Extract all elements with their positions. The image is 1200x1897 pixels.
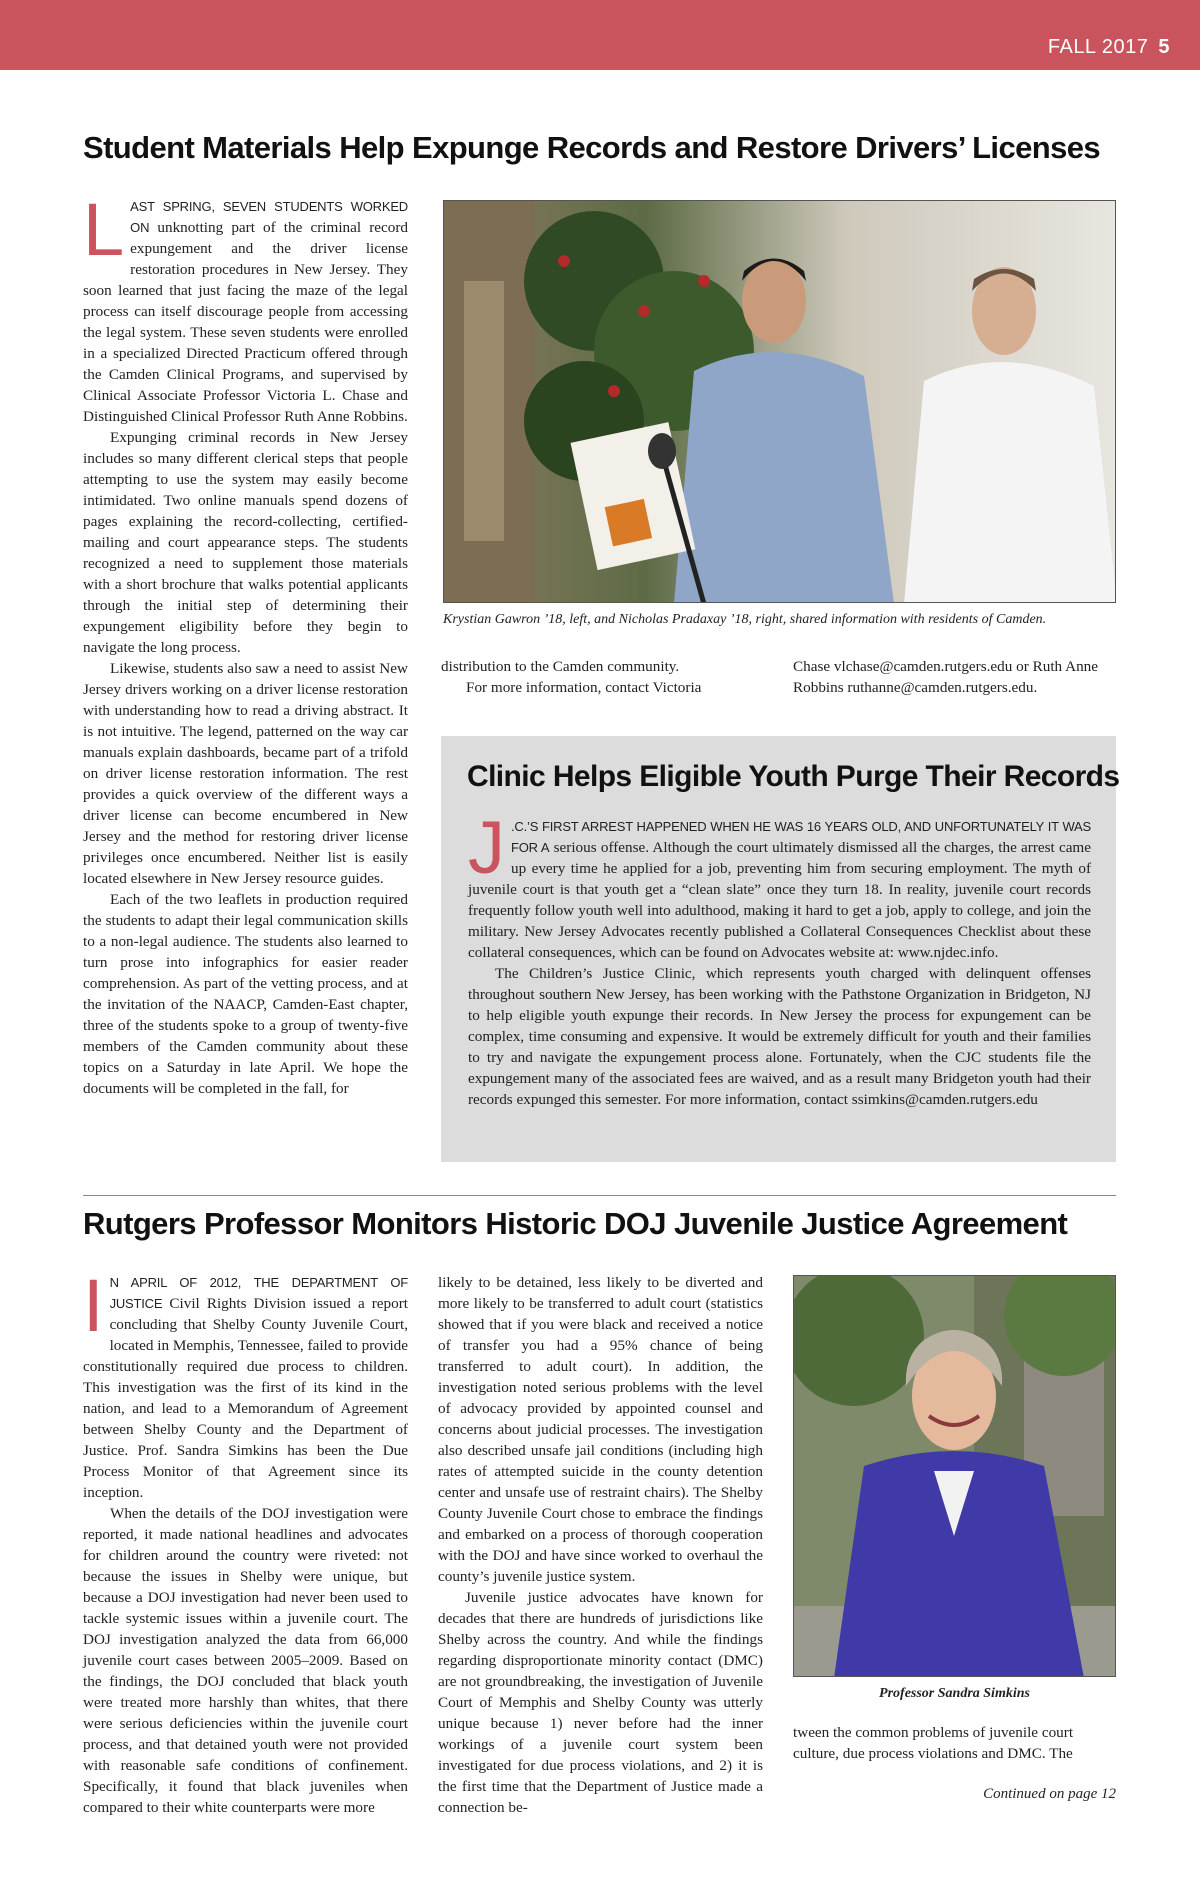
article2-column-middle: likely to be detained, less likely to be diverted and more likely to be transferred to adult court (statistics showed that if you were black and received a notice of transfer you had a 95% chance of being transferred to adult court). In addition, the investigation noted serious problems with the level of advocacy provided by appointed counsel and concerns about judicial processes. The investigation also described unsafe jail conditions (including high rates of attempted suicide in the county detention center and unsafe use of restraint chairs). The Shelby County Juvenile Court chose to embrace the findings and embarked on a process of thorough cooperation with the DOJ and have since worked to overhaul the county’s juvenile justice system. Juvenile justice advocates have known for decades that there are hundreds of jurisdictions like Shelby across the country. And while the findings regarding disproportionate minority contact (DMC) are not groundbreaking, the investigation of Juvenile Court of Memphis and Shelby County was utterly unique because 1) never before had the inner workings of a juvenile court system been investigated for due process violations, and 2) it is the first time that the Department of Justice made a connection be- xyxy=(438,1274,763,1816)
article1-contact-right: Chase vlchase@camden.rutgers.edu or Ruth Anne Robbins ruthanne@camden.rutgers.edu. xyxy=(793,658,1098,696)
page-number: 5 xyxy=(1158,36,1170,58)
article2-column-left: I N APRIL OF 2012, THE DEPARTMENT OF JUSTICE Civil Rights Division issued a report concluding that Shelby County Juvenile Court, located in Memphis, Tennessee, failed to provide constitutionally required due process to children. This investigation was the first of its kind in the nation, and lead to a Memorandum of Agreement between Shelby County and the Department of Justice. Prof. Sandra Simkins has been the Due Process Monitor of that Agreement since its inception. When the details of the DOJ investigation were reported, it made national headlines and advocates for children around the country were riveted: not because the issues in Shelby were unique, but because a DOJ investigation had never been used to tackle systemic issues within a juvenile court. The DOJ investigation analyzed the data from 66,000 juvenile court cases between 2005–2009. Based on the findings, the DOJ concluded that black youth were treated more harshly than whites, that there were serious deficiencies within the juvenile court process, and that detained youth were not provided with reasonable safe conditions of confinement. Specifically, it found that black juveniles when compared to their white counterparts were more xyxy=(83,1264,408,1816)
article2-dropcap: I xyxy=(83,1264,104,1347)
students-photo xyxy=(443,200,1116,603)
article1-headline: Student Materials Help Expunge Records and Restore Drivers’ Licenses xyxy=(83,130,1100,165)
header-bar xyxy=(0,0,1200,70)
article1-contact: For more information, contact Victoria xyxy=(466,679,702,696)
students-photo-caption: Krystian Gawron ’18, left, and Nicholas Pradaxay ’18, right, shared information with residents of Camden. xyxy=(443,612,1047,627)
sidebar-box xyxy=(441,736,1120,1162)
sidebar-headline: Clinic Helps Eligible Youth Purge Their Records xyxy=(467,760,1120,793)
article1-dropcap: L xyxy=(83,188,125,271)
article2-column-right: tween the common problems of juvenile court culture, due process violations and DMC. The xyxy=(793,1724,1074,1762)
issue-label: FALL 2017 5 xyxy=(1047,36,1170,58)
sidebar-dropcap: J xyxy=(468,806,505,889)
simkins-photo-caption: Professor Sandra Simkins xyxy=(879,1686,1030,1701)
section-divider xyxy=(83,1195,1116,1196)
continued-note: Continued on page 12 xyxy=(983,1786,1116,1802)
article1-column-middle: distribution to the Camden community. xyxy=(441,658,680,675)
simkins-photo xyxy=(793,1275,1116,1677)
sidebar-body: J .C.’S FIRST ARREST HAPPENED WHEN HE WAS 16 YEARS OLD, AND UNFORTUNATELY IT WAS FOR A serious offense. Although the court ultimately dismissed all the charges, the arrest came up every time he applied for a job, preventing him from securing employment. The myth of juvenile court is that youth get a “clean slate” once they turn 18. In reality, juvenile court records frequently follow youth well into adulthood, making it hard to get a job, apply to college, and join the military. New Jersey Advocates recently published a Collateral Consequences Checklist about these collateral consequences, which can be found on Advocates website at: www.njdec.info. The Children’s Justice Clinic, which represents youth charged with delinquent offenses throughout southern New Jersey, has been working with the Pathstone Organization in Bridgeton, NJ to help eligible youth expunge their records. In New Jersey the process for expungement can be complex, time consuming and expensive. It would be extremely difficult for youth and their families to try and navigate the expungement process alone. Fortunately, when the CJC students file the expungement many of the associated fees are waived, and as a result many Bridgeton youth had their records expunged this semester. For more information, contact ssimkins@camden.rutgers.edu xyxy=(468,806,1091,1108)
article2-headline: Rutgers Professor Monitors Historic DOJ Juvenile Justice Agreement xyxy=(83,1206,1068,1241)
article1-column-left: LAST SPRING, SEVEN STUDENTS WORKED ON unknotting part of the criminal record expungement and the driver license restoration procedures in New Jersey. They soon learned that just facing the maze of the legal process can itself discourage people from accessing the legal system. These seven students were enrolled in a specialized Directed Practicum offered through the Camden Clinical Programs, and supervised by Clinical Associate Professor Victoria L. Chase and Distinguished Clinical Professor Ruth Anne Robbins. Expunging criminal records in New Jersey includes so many different clerical steps that people attempting to use the system may easily become intimidated. Two online manuals spend dozens of pages explaining the record-collecting, certified-mailing and court appearance steps. The students recognized a need to supplement those materials with a short brochure that walks potential applicants through the initial step of determining their expungement eligibility before they begin to navigate the long process. Likewise, students also saw a need to assist New Jersey drivers working on a driver license restoration with understanding how to read a driving abstract. It is not intuitive. The legend, patterned on the way car manuals explain dashboards, became part of a trifold on driver license restoration information. The rest provides a quick overview of the different ways a driver license can become encumbered in New Jersey and the method for restoring driver license privileges once encumbered. Neither list is easily located elsewhere in New Jersey resource guides. Each of the two leaflets in production required the students to adapt their legal communication skills to a non-legal audience. The students also learned to turn prose into infographics for easier reader comprehension. As part of the vetting process, and at the invitation of the NAACP, Camden-East chapter, three of the students spoke to a group of twenty-five members of the Camden community about these topics on a Saturday in late April. We hope the documents will be completed in the fall, for xyxy=(83,188,408,1097)
